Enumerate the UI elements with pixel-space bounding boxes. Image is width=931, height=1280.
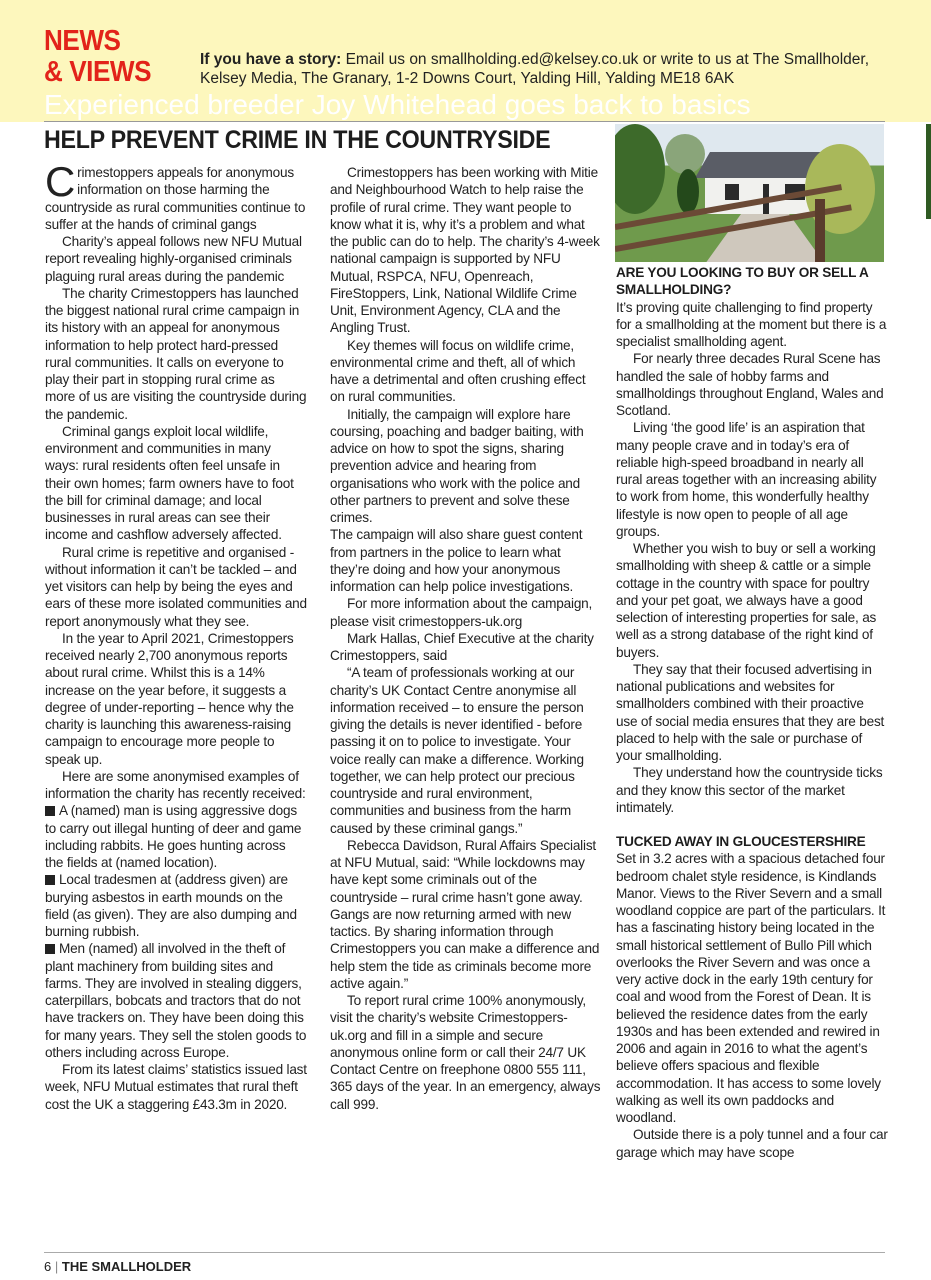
footer-rule (44, 1252, 885, 1253)
paragraph: Outside there is a poly tunnel and a four car garage which may have scope (616, 1127, 888, 1160)
paragraph: The campaign will also share guest content from partners in the police to learn what they’re doing and how your anonymous information can help police investigations. (330, 527, 583, 594)
quote-paragraph: “A team of professionals working at our charity’s UK Contact Centre anonymise all information received – to ensure the person giving the details is never identified - before passing it on to police to investigate. Your voice really can make a difference. Working together, we can help protect our precious countryside and rural environment, communities and business from the harm caused by these criminal gangs.” (330, 665, 584, 836)
paragraph: For more information about the campaign, please visit crimestoppers-uk.org (330, 596, 593, 629)
section-line2: & VIEWS (44, 56, 152, 88)
paragraph: Charity’s appeal follows new NFU Mutual report revealing highly-organised criminals plaguing rural areas during the pandemic (45, 234, 302, 284)
story-line1: Email us on smallholding.ed@kelsey.co.uk or write to us at The Smallholder, (341, 51, 870, 68)
paragraph: It’s proving quite challenging to find property for a smallholding at the moment but there is a specialist smallholding agent. (616, 299, 887, 349)
photo-tree (665, 134, 705, 174)
bullet-item (45, 871, 307, 940)
paragraph: Key themes will focus on wildlife crime, environmental crime and theft, all of which have a detrimental and often crushing effect on rural communities. (330, 337, 586, 405)
page-footer (44, 1259, 191, 1275)
footer-separator: | (54, 1259, 59, 1274)
photo-tree (677, 169, 699, 214)
bullet-text: A (named) man is using aggressive dogs to carry out illegal hunting of deer and game including rabbits. He goes hunting across the fields at (named location). (45, 803, 302, 870)
paragraph: Living ‘the good life’ is an aspiration that many people crave and in today’s era of reliable high-speed broadband in nearly all rural areas together with an increasing ability to work from home, this wonderfully healthy lifestyle is now open to people of all age groups. (616, 420, 877, 539)
bullet-text: Men (named) all involved in the theft of plant machinery from building sites and farms. They are involved in stealing diggers, caterpillars, bobcats and tractors that do not have trackers on. They have been doing this for many years. They sell the stolen goods to others including across Europe. (45, 941, 307, 1060)
intro-text: rimestoppers appeals for anonymous information on those harming the countryside as rural communities continue to suffer at the hands of criminal gangs (45, 165, 306, 232)
drop-cap: C (45, 158, 76, 205)
paragraph: Initially, the campaign will explore hare coursing, poaching and badger baiting, with advice on how to spot the signs, sharing prevention advice and hearing from organisations who work with the police and other partners to prevent and solve these crimes. (330, 406, 584, 525)
paragraph: To report rural crime 100% anonymously, visit the charity’s website Crimestoppers-uk.org and fill in a simple and secure anonymous online form or call their 24/7 UK Contact Centre on freephone 0800 555 111, 365 days of the year. In an emergency, always call 999. (330, 993, 601, 1112)
sidebar-column (616, 264, 888, 1161)
article-intro (45, 158, 307, 233)
sidebar-heading: ARE YOU LOOKING TO BUY OR SELL A SMALLHOLDING? (616, 265, 869, 298)
square-bullet-icon (45, 875, 55, 885)
header-rule (44, 121, 885, 122)
bullet-item (45, 940, 307, 1061)
photo-gatepost (815, 199, 825, 262)
sidebar-heading: TUCKED AWAY IN GLOUCESTERSHIRE (616, 834, 866, 849)
bullet-item (45, 802, 307, 871)
paragraph: They understand how the countryside ticks and they know this sector of the market intimately. (616, 765, 883, 815)
article-column-1 (45, 158, 307, 1113)
page-edge-image (926, 124, 931, 219)
ghost-headline: Experienced breeder Joy Whitehead goes back to basics (44, 89, 751, 120)
photo-window (725, 184, 739, 200)
paragraph: For nearly three decades Rural Scene has handled the sale of hobby farms and smallholdings throughout England, Wales and Scotland. (616, 351, 884, 418)
paragraph: Set in 3.2 acres with a spacious detached four bedroom chalet style residence, is Kindlands Manor. Views to the River Severn and a small woodland coppice are part of the particulars. It has a fascinating history being located in the small historical settlement of Bullo Pill which overlooks the River Severn and was once a very active dock in the early 19th century for coal and wood from the Forest of Dean. It is believed the residence dates from the early 1930s and has been extended and rewired in 2006 and again in 2016 to what the agent’s believe offers spacious and flexible accommodation. It has access to some lovely walking as well its own paddocks and woodland. (616, 851, 886, 1125)
paragraph: Whether you wish to buy or sell a working smallholding with sheep & cattle or a simple cottage in the country with space for poultry and your pet goat, we always have a good selection of interesting properties for sale, as well as a strong database of the right kind of buyers. (616, 541, 877, 660)
paragraph: Criminal gangs exploit local wildlife, environment and communities in many ways: rural residents often feel unsafe in their own homes; farm owners have to foot the bill for criminal damage; and local businesses in rural areas can see their income and cashflow adversely affected. (45, 423, 294, 543)
story-lead: If you have a story: (200, 51, 342, 68)
story-line2: Kelsey Media, The Granary, 1-2 Downs Court, Yalding Hill, Yalding ME18 6AK (200, 70, 735, 87)
article-column-2 (330, 164, 602, 1113)
magazine-name: THE SMALLHOLDER (61, 1259, 192, 1274)
paragraph: From its latest claims’ statistics issued last week, NFU Mutual estimates that rural theft cost the UK a staggering £43.3m in 2020. (45, 1062, 307, 1112)
paragraph: In the year to April 2021, Crimestoppers received nearly 2,700 anonymous reports about rural crime. Whilst this is a 14% increase on the year before, it suggests a degree of under-reporting – hence why the charity is launching this awareness-raising campaign to encourage more people to speak up. (45, 630, 294, 767)
article-headline: HELP PREVENT CRIME IN THE COUNTRYSIDE (44, 126, 551, 154)
paragraph: Rebecca Davidson, Rural Affairs Specialist at NFU Mutual, said: “While lockdowns may have kept some criminals out of the countryside – rural crime hasn’t gone away. Gangs are now returning armed with new tactics. By sharing information through Crimestoppers you can make a difference and help stem the tide as criminals become more active again.” (330, 837, 600, 991)
paragraph: They say that their focused advertising in national publications and websites for smallholders combined with their proactive use of social media ensures that they are best placed to help with the sale or purchase of your smallholding. (616, 661, 885, 763)
section-line1: NEWS (44, 25, 121, 57)
square-bullet-icon (45, 806, 55, 816)
house-photo (615, 124, 884, 262)
photo-tree (615, 124, 665, 214)
paragraph: Crimestoppers has been working with Mitie and Neighbourhood Watch to help raise the profile of rural crime. They want people to know what it is, why it’s a problem and what the public can do to help. The charity’s 4-week national campaign is supported by NFU Mutual, RSPCA, NFU, Openreach, FireStoppers, Link, National Wildlife Crime Unit, Environment Agency, CLA and the Angling Trust. (330, 165, 600, 336)
paragraph: Mark Hallas, Chief Executive at the charity Crimestoppers, said (330, 630, 594, 663)
story-contact (200, 50, 869, 88)
section-title (44, 26, 151, 88)
bullet-text: Local tradesmen at (address given) are burying asbestos in earth mounds on the field (as given). They are also dumping and burning rubbish. (45, 872, 297, 939)
paragraph: Here are some anonymised examples of information the charity has recently received: (45, 768, 306, 801)
square-bullet-icon (45, 944, 55, 954)
paragraph: The charity Crimestoppers has launched the biggest national rural crime campaign in its history with an appeal for anonymous information to help protect hard-pressed rural communities. It calls on everyone to play their part in stopping rural crime as more of us are visiting the countryside during the pandemic. (45, 285, 307, 422)
page-number: 6 (44, 1259, 52, 1274)
paragraph: Rural crime is repetitive and organised - without information it can’t be tackled – and yet visitors can help by being the eyes and ears of these more isolated communities and report anonymously what they see. (45, 544, 307, 629)
